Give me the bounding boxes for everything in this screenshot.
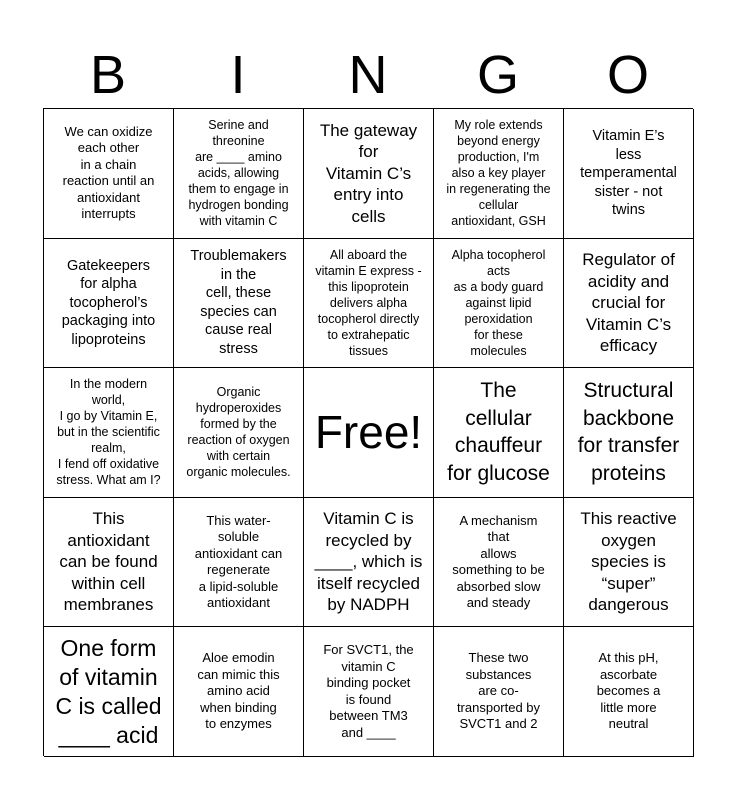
bingo-grid xyxy=(43,108,693,756)
bingo-cell[interactable]: Vitamin C is recycled by ____, which is itself recycled by NADPH xyxy=(304,498,434,628)
header-letter-n: N xyxy=(348,45,388,105)
bingo-cell[interactable]: Vitamin E’s less temperamental sister - not twins xyxy=(564,109,694,239)
header-letter-g: G xyxy=(476,45,519,105)
free-space-cell[interactable]: Free! xyxy=(304,368,434,498)
bingo-cell[interactable]: We can oxidize each other in a chain reaction until an antioxidant interrupts xyxy=(44,109,174,239)
bingo-cell[interactable]: My role extends beyond energy production, I'm also a key player in regenerating the cellular antioxidant, GSH xyxy=(434,109,564,239)
bingo-cell[interactable]: In the modern world, I go by Vitamin E, but in the scientific realm, I fend off oxidative stress. What am I? xyxy=(44,368,174,498)
bingo-cell[interactable]: A mechanism that allows something to be absorbed slow and steady xyxy=(434,498,564,628)
bingo-cell[interactable]: Aloe emodin can mimic this amino acid when binding to enzymes xyxy=(174,627,304,757)
header-letter-b: B xyxy=(89,45,127,105)
bingo-cell[interactable]: Structural backbone for transfer proteins xyxy=(564,368,694,498)
bingo-cell[interactable]: The gateway for Vitamin C’s entry into cells xyxy=(304,109,434,239)
header-letter-o: O xyxy=(606,45,649,105)
bingo-cell[interactable]: Gatekeepers for alpha tocopherol’s packaging into lipoproteins xyxy=(44,239,174,369)
bingo-cell[interactable]: Regulator of acidity and crucial for Vitamin C’s efficacy xyxy=(564,239,694,369)
bingo-cell[interactable]: Serine and threonine are ____ amino acids, allowing them to engage in hydrogen bonding with vitamin C xyxy=(174,109,304,239)
bingo-cell[interactable]: These two substances are co- transported by SVCT1 and 2 xyxy=(434,627,564,757)
bingo-cell[interactable]: This water- soluble antioxidant can regenerate a lipid-soluble antioxidant xyxy=(174,498,304,628)
bingo-cell[interactable]: This antioxidant can be found within cell membranes xyxy=(44,498,174,628)
header-letter-i: I xyxy=(230,45,246,105)
bingo-cell[interactable]: All aboard the vitamin E express - this lipoprotein delivers alpha tocopherol directly to extrahepatic tissues xyxy=(304,239,434,369)
bingo-cell[interactable]: At this pH, ascorbate becomes a little more neutral xyxy=(564,627,694,757)
bingo-cell[interactable]: This reactive oxygen species is “super” dangerous xyxy=(564,498,694,628)
bingo-cell[interactable]: Troublemakers in the cell, these species can cause real stress xyxy=(174,239,304,369)
bingo-cell[interactable]: One form of vitamin C is called ____ acid xyxy=(44,627,174,757)
bingo-cell[interactable]: Alpha tocopherol acts as a body guard against lipid peroxidation for these molecules xyxy=(434,239,564,369)
bingo-cell[interactable]: Organic hydroperoxides formed by the reaction of oxygen with certain organic molecules. xyxy=(174,368,304,498)
bingo-cell[interactable]: For SVCT1, the vitamin C binding pocket is found between TM3 and ____ xyxy=(304,627,434,757)
bingo-header xyxy=(43,40,693,110)
bingo-cell[interactable]: The cellular chauffeur for glucose xyxy=(434,368,564,498)
